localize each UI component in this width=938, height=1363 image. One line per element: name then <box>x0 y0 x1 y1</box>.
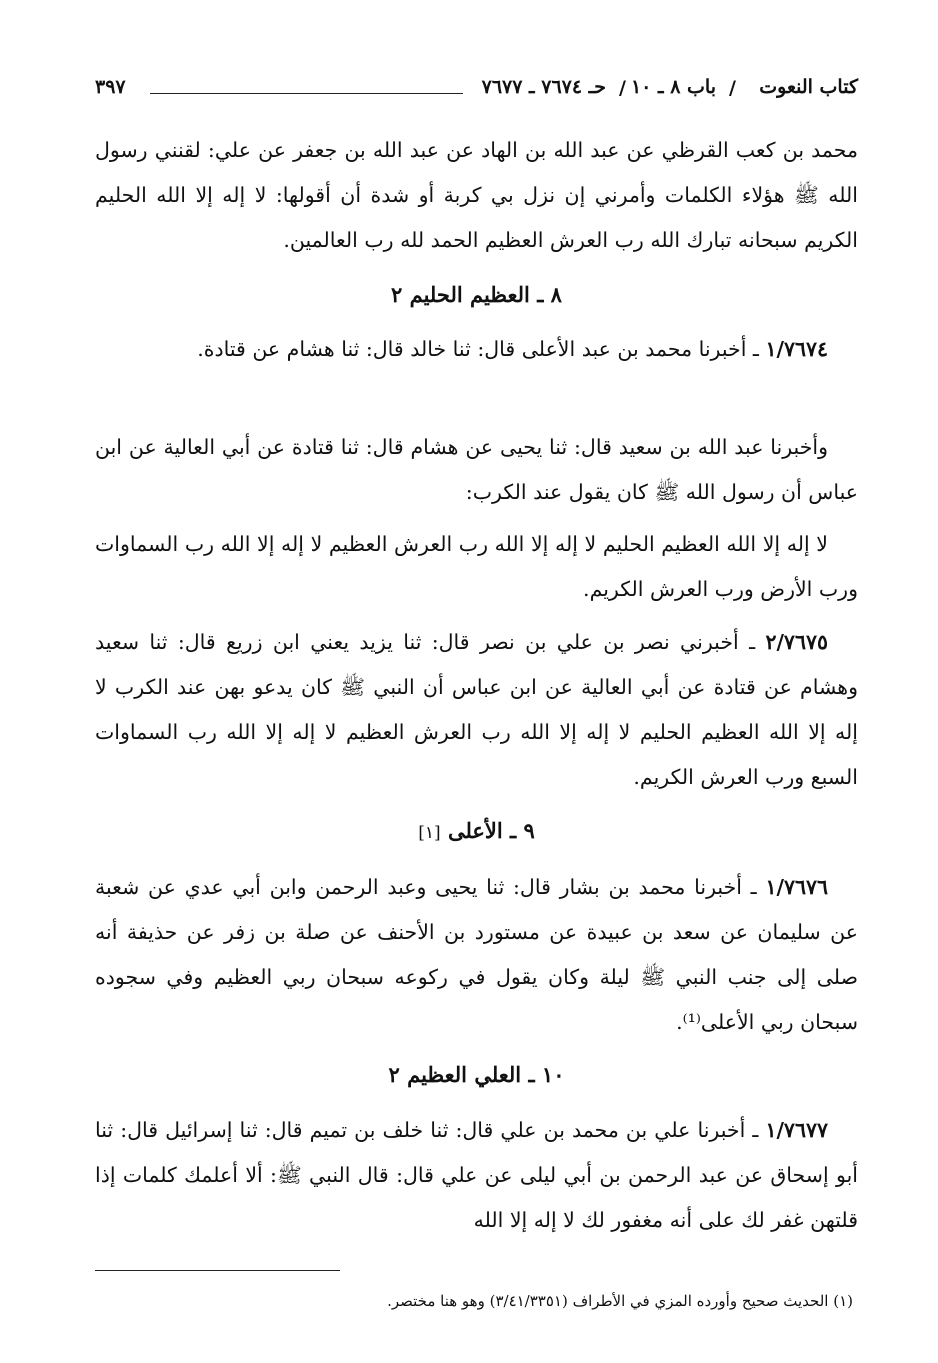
header-separator-2: / <box>619 77 626 99</box>
header-rule <box>150 93 463 94</box>
hadith-7674-matn <box>95 522 858 612</box>
chapter-ref: باب ٨ ـ ١٠ <box>630 76 716 98</box>
heading-reference-mark: [١] <box>418 823 441 843</box>
hadith-number: ١/٧٦٧٧ <box>765 1118 828 1142</box>
hadith-number: ٢/٧٦٧٥ <box>765 630 828 654</box>
hadith-7676 <box>95 865 858 1045</box>
paragraph-text: محمد بن كعب القرظي عن عبد الله بن الهاد عن عبد الله بن جعفر عن علي: لقنني رسول الله ﷺ هؤلاء الكلمات وأمرني إن نزل بي كربة أو شدة أن أقولها: لا إله إلا الله الحليم الكريم سبحانه تبارك الله رب العرش العظيم الحمد لله رب العالمين. <box>95 138 858 252</box>
heading-text: ٨ ـ العظيم الحليم ٢ <box>391 282 562 307</box>
book-title: كتاب النعوت <box>759 76 858 98</box>
hadith-text: وأخبرنا عبد الله بن سعيد قال: ثنا يحيى عن هشام قال: ثنا قتادة عن أبي العالية عن ابن عباس أن رسول الله ﷺ كان يقول عند الكرب: <box>95 435 858 504</box>
hadith-text: ـ أخبرنا علي بن محمد بن علي قال: ثنا خلف بن تميم قال: ثنا إسرائيل قال: ثنا أبو إسحاق عن عبد الرحمن بن أبي ليلى عن علي قال: قال النبي ﷺ: ألا أعلمك كلمات إذا قلتهن غفر لك على أنه مغفور لك لا إله إلا الله <box>95 1118 858 1232</box>
heading-text: ٩ ـ الأعلى <box>447 818 535 843</box>
footnote-divider <box>95 1270 340 1271</box>
section-heading-9 <box>95 818 858 843</box>
hadith-number: ١/٧٦٧٦ <box>765 875 828 899</box>
section-heading-8 <box>95 282 858 307</box>
hadith-7675 <box>95 620 858 800</box>
hadith-7674 <box>95 327 858 372</box>
hadith-text: ـ أخبرنا محمد بن عبد الأعلى قال: ثنا خالد قال: ثنا هشام عن قتادة. <box>197 337 759 361</box>
running-header <box>95 74 858 108</box>
hadith-7674-chain <box>95 425 858 515</box>
hadith-range: حـ ٧٦٧٤ ـ ٧٦٧٧ <box>481 76 606 98</box>
hadith-text: ـ أخبرني نصر بن علي بن نصر قال: ثنا يزيد يعني ابن زريع قال: ثنا سعيد وهشام عن قتادة عن أبي العالية عن ابن عباس أن النبي ﷺ كان يدعو بهن عند الكرب لا إله إلا الله العظيم الحليم لا إله إلا الله رب العرش العظيم لا إله إلا الله رب السماوات السبع ورب العرش الكريم. <box>95 630 858 789</box>
footnote <box>95 1288 853 1314</box>
hadith-text: ـ أخبرنا محمد بن بشار قال: ثنا يحيى وعبد الرحمن وابن أبي عدي عن شعبة عن سليمان عن سعد بن عبيدة عن مستورد بن الأحنف عن صلة بن زفر عن حذيفة أنه صلى إلى جنب النبي ﷺ ليلة وكان يقول في ركوعه سبحان ربي العظيم وفي سجوده سبحان ربي الأعلى⁽¹⁾. <box>95 875 858 1034</box>
page-number: ٣٩٧ <box>95 76 126 98</box>
hadith-7677 <box>95 1108 858 1243</box>
hadith-number: ١/٧٦٧٤ <box>765 337 828 361</box>
footnote-text: (١) الحديث صحيح وأورده المزي في الأطراف (٣/٤١/٣٣٥١) وهو هنا مختصر. <box>387 1292 853 1310</box>
hadith-text: لا إله إلا الله العظيم الحليم لا إله إلا الله رب العرش العظيم لا إله إلا الله رب السماوات ورب الأرض ورب العرش الكريم. <box>95 532 858 601</box>
header-separator: / <box>729 77 736 99</box>
section-heading-10 <box>95 1062 858 1087</box>
paragraph-continuation <box>95 128 858 263</box>
heading-text: ١٠ ـ العلي العظيم ٢ <box>388 1062 565 1087</box>
